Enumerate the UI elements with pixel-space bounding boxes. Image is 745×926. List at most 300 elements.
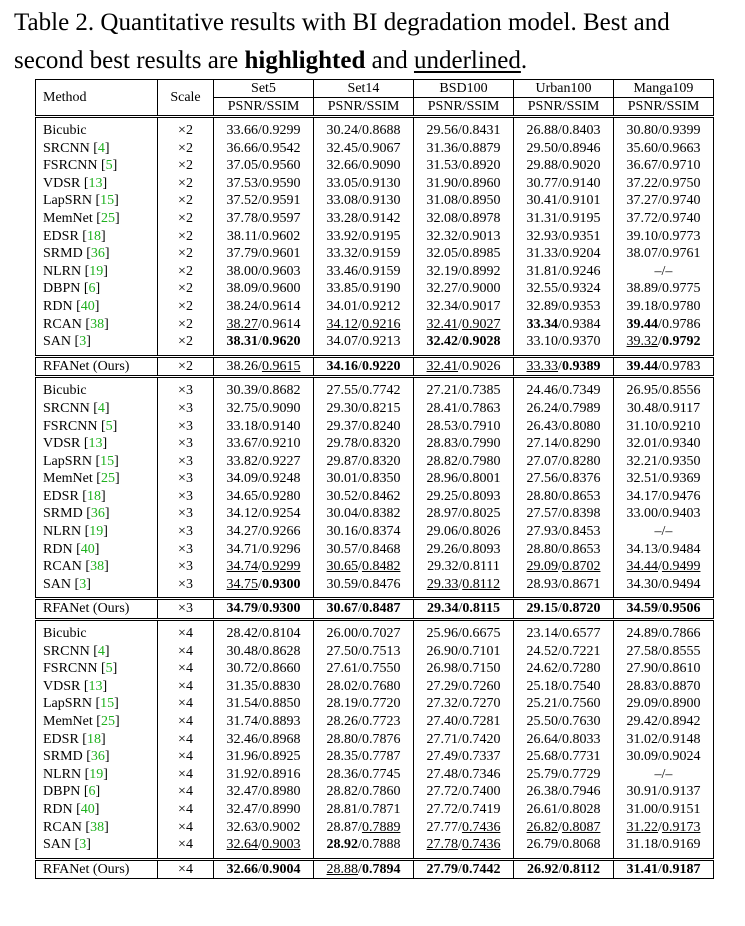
table-row bbox=[36, 400, 714, 418]
psnr-value: 31.22 bbox=[626, 819, 659, 835]
ssim-value: 0.7680 bbox=[361, 678, 401, 694]
citation-link[interactable]: 3 bbox=[79, 334, 87, 350]
method-name: NLRN bbox=[43, 524, 82, 540]
ssim-value: 0.8374 bbox=[361, 524, 401, 540]
value-cell: 29.56/0.8431 bbox=[414, 117, 514, 140]
psnr-value: 30.24 bbox=[326, 123, 359, 138]
value-cell: 32.21/0.9350 bbox=[614, 453, 714, 471]
psnr-value: 32.27 bbox=[426, 281, 459, 297]
ssim-value: 0.7027 bbox=[361, 626, 401, 642]
citation-link[interactable]: 13 bbox=[88, 678, 103, 694]
method-cell: MemNet [25] bbox=[43, 210, 120, 226]
value-cell: 29.50/0.8946 bbox=[514, 140, 614, 158]
ssim-value: 0.9340 bbox=[661, 436, 701, 452]
value-cell: 32.93/0.9351 bbox=[514, 228, 614, 246]
ssim-value: 0.8376 bbox=[561, 471, 601, 487]
ssim-value: 0.8382 bbox=[361, 506, 401, 522]
value-cell: 28.87/0.7889 bbox=[314, 819, 414, 837]
value-cell: 27.58/0.8555 bbox=[614, 643, 714, 661]
ssim-value: 0.8087 bbox=[561, 819, 601, 835]
method-name: Bicubic bbox=[43, 626, 87, 642]
value-cell: 28.02/0.7680 bbox=[314, 678, 414, 696]
value-cell: 30.77/0.9140 bbox=[514, 175, 614, 193]
method-cell: EDSR [18] bbox=[43, 228, 106, 244]
psnr-value: 29.30 bbox=[326, 400, 359, 416]
psnr-value: 29.33 bbox=[426, 576, 459, 592]
psnr-value: 33.18 bbox=[226, 418, 259, 434]
method-cell: VDSR [13] bbox=[43, 436, 108, 452]
method-name: FSRCNN bbox=[43, 418, 98, 434]
method-cell: NLRN [19] bbox=[43, 263, 108, 279]
psnr-value: 25.18 bbox=[526, 678, 559, 694]
method-name: NLRN bbox=[43, 263, 82, 279]
psnr-value: 28.02 bbox=[326, 678, 359, 694]
ssim-value: 0.7221 bbox=[561, 643, 601, 659]
psnr-value: 23.14 bbox=[526, 626, 559, 642]
ssim-value: 0.7550 bbox=[361, 661, 401, 677]
psnr-value: 32.93 bbox=[526, 228, 559, 244]
psnr-value: 29.15 bbox=[526, 601, 559, 617]
ssim-value: 0.9227 bbox=[261, 453, 301, 469]
citation-link[interactable]: 40 bbox=[80, 801, 95, 817]
ssim-value: 0.8068 bbox=[561, 837, 601, 853]
ssim-value: 0.8893 bbox=[261, 714, 301, 729]
method-cell bbox=[36, 620, 158, 643]
value-cell: 27.72/0.7400 bbox=[414, 783, 514, 801]
value-cell: 32.34/0.9017 bbox=[414, 298, 514, 316]
psnr-value: 33.05 bbox=[326, 175, 359, 191]
citation-link[interactable]: 36 bbox=[90, 246, 105, 262]
value-cell: 33.34/0.9384 bbox=[514, 316, 614, 334]
ssim-value: 0.7420 bbox=[461, 731, 501, 747]
ssim-value: 0.8001 bbox=[461, 471, 501, 487]
value-cell: 29.09/0.8702 bbox=[514, 558, 614, 576]
psnr-value: 39.44 bbox=[626, 358, 659, 374]
citation-link[interactable]: 6 bbox=[88, 281, 96, 297]
ssim-value: 0.8990 bbox=[261, 801, 301, 817]
scale-cell: ×2 bbox=[158, 192, 214, 210]
psnr-value: 32.47 bbox=[226, 784, 259, 800]
psnr-value: 38.24 bbox=[226, 298, 259, 314]
citation-link[interactable]: 38 bbox=[90, 559, 105, 575]
value-cell: 26.88/0.8403 bbox=[514, 117, 614, 140]
citation-link[interactable]: 13 bbox=[88, 175, 103, 191]
ssim-value: 0.8610 bbox=[661, 661, 701, 677]
value-cell: 28.26/0.7723 bbox=[314, 713, 414, 731]
method-name: DBPN bbox=[43, 281, 81, 297]
method-name: NLRN bbox=[43, 766, 82, 782]
value-cell: 33.33/0.9389 bbox=[514, 356, 614, 377]
citation-link[interactable]: 15 bbox=[100, 193, 115, 209]
psnr-value: 31.90 bbox=[426, 175, 459, 191]
citation-link[interactable]: 25 bbox=[100, 210, 115, 226]
citation-link[interactable]: 6 bbox=[88, 784, 96, 800]
citation-link[interactable]: 40 bbox=[80, 298, 95, 314]
ssim-value: 0.8320 bbox=[361, 436, 401, 452]
method-name: RDN bbox=[43, 541, 73, 557]
ssim-value: 0.7866 bbox=[661, 626, 701, 642]
value-cell: 29.09/0.8900 bbox=[614, 695, 714, 713]
psnr-value: 26.92 bbox=[526, 861, 559, 877]
method-cell: SRCNN [4] bbox=[43, 140, 110, 156]
psnr-value: 32.05 bbox=[426, 246, 459, 262]
value-cell: 31.53/0.8920 bbox=[414, 157, 514, 175]
psnr-value: 27.71 bbox=[426, 731, 459, 747]
value-cell: 30.24/0.8688 bbox=[314, 117, 414, 140]
psnr-value: 30.59 bbox=[326, 576, 359, 592]
ssim-value: 0.7442 bbox=[461, 861, 501, 877]
psnr-value: 28.80 bbox=[526, 541, 559, 557]
ssim-value: 0.7560 bbox=[561, 696, 601, 712]
psnr-value: 34.12 bbox=[226, 506, 259, 522]
method-cell: RCAN [38] bbox=[43, 819, 109, 835]
value-cell: 32.19/0.8992 bbox=[414, 263, 514, 281]
psnr-value: 34.12 bbox=[326, 316, 359, 332]
value-cell: 29.15/0.8720 bbox=[514, 599, 614, 620]
value-cell: 32.46/0.8968 bbox=[214, 731, 314, 749]
value-cell: 32.75/0.9090 bbox=[214, 400, 314, 418]
value-cell: 38.11/0.9602 bbox=[214, 228, 314, 246]
citation-link[interactable]: 4 bbox=[97, 140, 105, 156]
psnr-value: 31.54 bbox=[226, 696, 259, 712]
value-cell: 34.07/0.9213 bbox=[314, 333, 414, 356]
citation-link[interactable]: 36 bbox=[90, 506, 105, 522]
citation-link[interactable]: 18 bbox=[86, 228, 101, 244]
psnr-value: 31.10 bbox=[626, 418, 659, 434]
ssim-value: 0.8028 bbox=[561, 801, 601, 817]
ssim-value: 0.9775 bbox=[661, 281, 701, 297]
value-cell: 27.07/0.8280 bbox=[514, 453, 614, 471]
citation-link[interactable]: 19 bbox=[89, 524, 104, 540]
citation-link[interactable]: 19 bbox=[89, 766, 104, 782]
value-cell: 36.67/0.9710 bbox=[614, 157, 714, 175]
ssim-value: 0.8482 bbox=[361, 559, 401, 575]
value-cell: 30.48/0.8628 bbox=[214, 643, 314, 661]
psnr-value: 32.63 bbox=[226, 819, 259, 835]
ssim-value: 0.7436 bbox=[461, 837, 501, 853]
citation-link[interactable]: 3 bbox=[79, 576, 87, 592]
value-cell: 29.25/0.8093 bbox=[414, 488, 514, 506]
psnr-value: 26.98 bbox=[426, 661, 459, 677]
citation-link[interactable]: 4 bbox=[97, 400, 105, 416]
citation-link[interactable]: 5 bbox=[105, 158, 113, 174]
psnr-value: 32.89 bbox=[526, 298, 559, 314]
citation-link[interactable]: 19 bbox=[89, 263, 104, 279]
value-cell: 27.71/0.7420 bbox=[414, 731, 514, 749]
psnr-value: 31.02 bbox=[626, 731, 659, 747]
citation-link[interactable]: 5 bbox=[105, 418, 113, 434]
psnr-value: 32.32 bbox=[426, 228, 459, 244]
table-row bbox=[36, 210, 714, 228]
value-cell: 33.82/0.9227 bbox=[214, 453, 314, 471]
ssim-value: 0.9783 bbox=[661, 358, 701, 374]
value-cell: 31.18/0.9169 bbox=[614, 836, 714, 859]
table-row bbox=[36, 280, 714, 298]
ssim-value: 0.8398 bbox=[561, 506, 601, 522]
value-cell: 32.55/0.9324 bbox=[514, 280, 614, 298]
ssim-value: 0.9212 bbox=[361, 298, 401, 314]
value-cell: 34.27/0.9266 bbox=[214, 523, 314, 541]
method-cell: SAN [3] bbox=[43, 334, 91, 350]
value-cell: –/– bbox=[614, 766, 714, 784]
ssim-value: 0.8978 bbox=[461, 210, 501, 226]
psnr-value: 29.06 bbox=[426, 524, 459, 540]
ssim-value: 0.9601 bbox=[261, 246, 301, 262]
psnr-value: 31.41 bbox=[626, 861, 659, 877]
psnr-value: 36.67 bbox=[626, 158, 659, 174]
table-row bbox=[36, 192, 714, 210]
ssim-value: 0.7337 bbox=[461, 749, 501, 765]
ssim-value: 0.7419 bbox=[461, 801, 501, 817]
psnr-value: 30.48 bbox=[226, 643, 259, 659]
psnr-value: 26.43 bbox=[526, 418, 559, 434]
psnr-value: 33.67 bbox=[226, 436, 259, 452]
scale-cell: ×2 bbox=[158, 175, 214, 193]
psnr-value: 29.25 bbox=[426, 488, 459, 504]
psnr-value: 31.31 bbox=[526, 210, 559, 226]
value-cell: 28.96/0.8001 bbox=[414, 470, 514, 488]
citation-link[interactable]: 5 bbox=[105, 661, 113, 677]
scale-cell: ×3 bbox=[158, 435, 214, 453]
method-name: LapSRN bbox=[43, 696, 92, 712]
value-cell: 39.44/0.9783 bbox=[614, 356, 714, 377]
psnr-value: 32.75 bbox=[226, 400, 259, 416]
ssim-value: 0.8980 bbox=[261, 784, 301, 800]
value-cell: 33.10/0.9370 bbox=[514, 333, 614, 356]
ssim-value: 0.9017 bbox=[461, 298, 501, 314]
ssim-value: 0.8960 bbox=[461, 175, 501, 191]
value-cell: 35.60/0.9663 bbox=[614, 140, 714, 158]
psnr-value: 27.21 bbox=[426, 383, 459, 399]
value-cell: 37.79/0.9601 bbox=[214, 245, 314, 263]
citation-link[interactable]: 13 bbox=[88, 436, 103, 452]
psnr-value: 29.88 bbox=[526, 158, 559, 174]
method-name: RCAN bbox=[43, 819, 82, 835]
header-method: Method bbox=[43, 90, 87, 105]
value-cell: 31.22/0.9173 bbox=[614, 819, 714, 837]
value-cell: 32.41/0.9026 bbox=[414, 356, 514, 377]
method-cell: LapSRN [15] bbox=[43, 193, 119, 209]
value-cell: 34.13/0.9484 bbox=[614, 541, 714, 559]
value-cell: 38.27/0.9614 bbox=[214, 316, 314, 334]
table-row bbox=[36, 766, 714, 784]
header-row-datasets bbox=[36, 80, 714, 98]
value-cell: 28.82/0.7980 bbox=[414, 453, 514, 471]
ssim-value: 0.9300 bbox=[261, 601, 301, 617]
ssim-value: 0.7888 bbox=[361, 837, 401, 853]
value-cell: 26.90/0.7101 bbox=[414, 643, 514, 661]
ssim-value: 0.7630 bbox=[561, 714, 601, 729]
value-cell: 25.96/0.6675 bbox=[414, 620, 514, 643]
scale-cell: ×3 bbox=[158, 541, 214, 559]
header-metric: PSNR/SSIM bbox=[514, 98, 614, 117]
ssim-value: 0.9220 bbox=[361, 358, 401, 374]
citation-link[interactable]: 3 bbox=[79, 837, 87, 853]
value-cell: 26.98/0.7150 bbox=[414, 660, 514, 678]
psnr-value: 32.08 bbox=[426, 210, 459, 226]
psnr-value: 27.72 bbox=[426, 801, 459, 817]
psnr-value: 29.26 bbox=[426, 541, 459, 557]
psnr-value: 26.64 bbox=[526, 731, 559, 747]
ssim-value: 0.7787 bbox=[361, 749, 401, 765]
psnr-value: 28.36 bbox=[326, 766, 359, 782]
psnr-value: 30.52 bbox=[326, 488, 359, 504]
value-cell: 30.01/0.8350 bbox=[314, 470, 414, 488]
value-cell: 37.52/0.9591 bbox=[214, 192, 314, 210]
psnr-value: 27.40 bbox=[426, 714, 459, 729]
ssim-value: 0.9296 bbox=[261, 541, 301, 557]
value-cell: 31.35/0.8830 bbox=[214, 678, 314, 696]
scale-cell: ×4 bbox=[158, 695, 214, 713]
value-cell: 29.78/0.8320 bbox=[314, 435, 414, 453]
table-row bbox=[36, 418, 714, 436]
psnr-value: 30.04 bbox=[326, 506, 359, 522]
citation-link[interactable]: 15 bbox=[100, 453, 115, 469]
ssim-value: 0.9324 bbox=[561, 281, 601, 297]
method-cell: LapSRN [15] bbox=[43, 453, 119, 469]
citation-link[interactable]: 18 bbox=[86, 731, 101, 747]
psnr-value: 28.41 bbox=[426, 400, 459, 416]
ssim-value: 0.9369 bbox=[661, 471, 701, 487]
scale-cell: ×3 bbox=[158, 558, 214, 576]
method-name: EDSR bbox=[43, 488, 79, 504]
psnr-value: 25.50 bbox=[526, 714, 559, 729]
scale-cell: ×4 bbox=[158, 678, 214, 696]
value-cell: 32.89/0.9353 bbox=[514, 298, 614, 316]
psnr-value: 28.83 bbox=[426, 436, 459, 452]
psnr-value: 31.00 bbox=[626, 801, 659, 817]
ssim-value: 0.9004 bbox=[261, 861, 301, 877]
value-cell: 28.93/0.8671 bbox=[514, 576, 614, 599]
value-cell: 25.21/0.7560 bbox=[514, 695, 614, 713]
ssim-value: 0.8280 bbox=[561, 453, 601, 469]
ssim-value: 0.9663 bbox=[661, 140, 701, 156]
ssim-value: 0.9299 bbox=[261, 559, 301, 575]
table-row bbox=[36, 643, 714, 661]
citation-link[interactable]: 36 bbox=[90, 749, 105, 765]
scale-cell: ×4 bbox=[158, 620, 214, 643]
method-cell: RDN [40] bbox=[43, 541, 100, 557]
method-name: SRCNN bbox=[43, 400, 90, 416]
ssim-value: 0.8900 bbox=[661, 696, 701, 712]
ssim-value: 0.8111 bbox=[462, 559, 500, 575]
scale-cell: ×3 bbox=[158, 377, 214, 400]
value-cell: 27.78/0.7436 bbox=[414, 836, 514, 859]
scale-cell: ×4 bbox=[158, 819, 214, 837]
method-name: RDN bbox=[43, 801, 73, 817]
citation-link[interactable]: 25 bbox=[100, 714, 115, 729]
psnr-value: 33.28 bbox=[326, 210, 359, 226]
citation-link[interactable]: 4 bbox=[97, 643, 105, 659]
results-table bbox=[35, 79, 714, 879]
psnr-value: 29.87 bbox=[326, 453, 359, 469]
ssim-value: 0.9740 bbox=[661, 210, 701, 226]
psnr-value: 27.48 bbox=[426, 766, 459, 782]
ssim-value: 0.7731 bbox=[561, 749, 601, 765]
value-cell: 33.18/0.9140 bbox=[214, 418, 314, 436]
ssim-value: 0.9090 bbox=[361, 158, 401, 174]
ssim-value: 0.9151 bbox=[661, 801, 701, 817]
value-cell: 32.66/0.9090 bbox=[314, 157, 414, 175]
value-cell: 33.28/0.9142 bbox=[314, 210, 414, 228]
ssim-value: 0.7871 bbox=[361, 801, 401, 817]
psnr-value: 28.83 bbox=[626, 678, 659, 694]
ssim-value: 0.8320 bbox=[361, 453, 401, 469]
psnr-value: 28.88 bbox=[326, 861, 359, 877]
value-cell: 39.44/0.9786 bbox=[614, 316, 714, 334]
value-cell: 31.08/0.8950 bbox=[414, 192, 514, 210]
psnr-value: 27.14 bbox=[526, 436, 559, 452]
citation-link[interactable]: 25 bbox=[100, 471, 115, 487]
citation-link[interactable]: 18 bbox=[86, 488, 101, 504]
method-cell: FSRCNN [5] bbox=[43, 158, 118, 174]
psnr-value: 25.79 bbox=[526, 766, 559, 782]
citation-link[interactable]: 38 bbox=[90, 819, 105, 835]
citation-link[interactable]: 38 bbox=[90, 316, 105, 332]
method-name: MemNet bbox=[43, 714, 93, 729]
value-cell: 32.41/0.9027 bbox=[414, 316, 514, 334]
ssim-value: 0.7720 bbox=[361, 696, 401, 712]
value-cell: 31.33/0.9204 bbox=[514, 245, 614, 263]
citation-link[interactable]: 15 bbox=[100, 696, 115, 712]
ssim-value: 0.7280 bbox=[561, 661, 601, 677]
psnr-value: 30.65 bbox=[326, 559, 359, 575]
method-name: SRMD bbox=[43, 749, 83, 765]
value-cell: 33.00/0.9403 bbox=[614, 505, 714, 523]
psnr-value: 30.41 bbox=[526, 193, 559, 209]
ssim-value: 0.8112 bbox=[462, 576, 501, 592]
value-cell: 36.66/0.9542 bbox=[214, 140, 314, 158]
method-name: VDSR bbox=[43, 175, 81, 191]
value-cell: 31.54/0.8850 bbox=[214, 695, 314, 713]
citation-link[interactable]: 40 bbox=[80, 541, 95, 557]
value-cell: 38.07/0.9761 bbox=[614, 245, 714, 263]
ssim-value: 0.9494 bbox=[661, 576, 701, 592]
ssim-value: 0.9246 bbox=[561, 263, 601, 279]
ssim-value: 0.9300 bbox=[261, 576, 301, 592]
ssim-value: 0.7436 bbox=[461, 819, 501, 835]
ssim-value: 0.8112 bbox=[562, 861, 601, 877]
method-cell bbox=[36, 377, 158, 400]
ssim-value: 0.9615 bbox=[261, 358, 301, 374]
psnr-value: 27.61 bbox=[326, 661, 359, 677]
table-row bbox=[36, 620, 714, 643]
ssim-value: 0.9159 bbox=[361, 263, 401, 279]
ssim-value: 0.9028 bbox=[461, 334, 501, 350]
scale-cell: ×2 bbox=[158, 333, 214, 356]
value-cell: 33.05/0.9130 bbox=[314, 175, 414, 193]
scale-cell: ×4 bbox=[158, 643, 214, 661]
psnr-value: 30.91 bbox=[626, 784, 659, 800]
psnr-value: 33.46 bbox=[326, 263, 359, 279]
ssim-value: 0.9254 bbox=[261, 506, 301, 522]
ssim-value: 0.7860 bbox=[361, 784, 401, 800]
scale-cell: ×2 bbox=[158, 210, 214, 228]
ssim-value: 0.9351 bbox=[561, 228, 601, 244]
psnr-value: 28.97 bbox=[426, 506, 459, 522]
ssim-value: 0.8115 bbox=[462, 601, 501, 617]
psnr-value: 31.36 bbox=[426, 140, 459, 156]
psnr-value: 27.58 bbox=[626, 643, 659, 659]
header-metric: PSNR/SSIM bbox=[414, 98, 514, 117]
ssim-value: 0.8850 bbox=[261, 696, 301, 712]
ssim-value: 0.9350 bbox=[661, 453, 701, 469]
psnr-value: 28.87 bbox=[326, 819, 359, 835]
caption-bold-word: highlighted bbox=[244, 47, 366, 74]
header-dataset-urban100: Urban100 bbox=[514, 80, 614, 98]
ssim-value: 0.7349 bbox=[561, 383, 601, 399]
value-cell: 28.80/0.7876 bbox=[314, 731, 414, 749]
